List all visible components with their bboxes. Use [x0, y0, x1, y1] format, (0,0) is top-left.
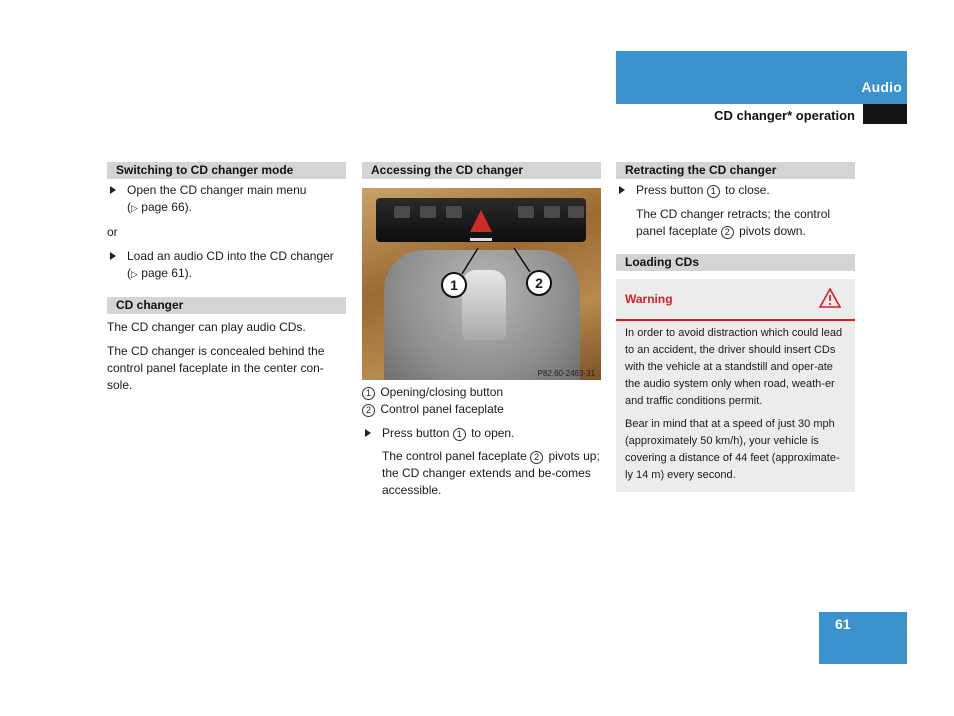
- section-heading: Switching to CD changer mode: [107, 162, 346, 179]
- page-ref-icon: ▷: [131, 203, 138, 213]
- number-1-icon: 1: [453, 428, 466, 441]
- page-number-box: [819, 612, 907, 664]
- result-text: The control panel faceplate 2 pivots up; the CD changer extends and be-comes accessible.: [382, 449, 600, 497]
- number-2-icon: 2: [530, 451, 543, 464]
- header-bar: [616, 51, 907, 104]
- section-heading: Accessing the CD changer: [362, 162, 601, 179]
- number-2-icon: 2: [362, 404, 375, 417]
- page-link[interactable]: page 61).: [141, 266, 192, 280]
- warning-title: Warning: [625, 292, 673, 306]
- warning-box: [616, 279, 855, 492]
- paragraph: The CD changer can play audio CDs.: [107, 320, 306, 334]
- callout-lines: [362, 188, 601, 380]
- subsection-title: CD changer* operation: [714, 108, 855, 123]
- callout-2: 2: [526, 270, 552, 296]
- page-link[interactable]: page 66).: [141, 200, 192, 214]
- number-2-icon: 2: [721, 226, 734, 239]
- callout-1: 1: [441, 272, 467, 298]
- warning-header: [616, 279, 855, 321]
- legend-item: 1 Opening/closing button: [362, 384, 601, 401]
- instruction-step: Press button 1 to open.: [362, 425, 601, 442]
- instruction-step: Press button 1 to close.: [616, 182, 855, 199]
- result-text: The CD changer retracts; the control panel faceplate 2 pivots down.: [636, 207, 831, 238]
- paragraph: The CD changer is concealed behind the control panel faceplate in the center con-sole.: [107, 344, 325, 392]
- instruction-step: Open the CD changer main menu (▷ page 66).: [107, 182, 346, 217]
- column-1: [107, 162, 346, 394]
- legend-item: 2 Control panel faceplate: [362, 401, 601, 418]
- or-text: or: [107, 225, 118, 239]
- number-1-icon: 1: [707, 185, 720, 198]
- section-heading: Loading CDs: [616, 254, 855, 271]
- warning-triangle-icon: [819, 288, 841, 308]
- warning-paragraph: Bear in mind that at a speed of just 30 mph (approximately 50 km/h), your vehicle is covering a distance of 44 feet (approximate-ly 14 m) every second.: [625, 418, 840, 481]
- page-number: 61: [835, 616, 851, 632]
- center-console-photo: [362, 188, 601, 380]
- column-3: [616, 162, 855, 492]
- page-ref-icon: ▷: [131, 269, 138, 279]
- photo-code: P82.60-2463-31: [537, 369, 595, 378]
- warning-paragraph: In order to avoid distraction which could lead to an accident, the driver should insert CDs with the vehicle at a standstill and oper-ate the audio system only when road, weath-er and traffic conditions permit.: [625, 327, 843, 407]
- column-2: [362, 162, 601, 499]
- warning-body: [616, 321, 855, 492]
- section-heading: Retracting the CD changer: [616, 162, 855, 179]
- section-title: Audio: [861, 79, 902, 95]
- number-1-icon: 1: [362, 387, 375, 400]
- section-heading: CD changer: [107, 297, 346, 314]
- header-marker: [863, 104, 907, 124]
- instruction-step: Load an audio CD into the CD changer (▷ page 61).: [107, 248, 346, 283]
